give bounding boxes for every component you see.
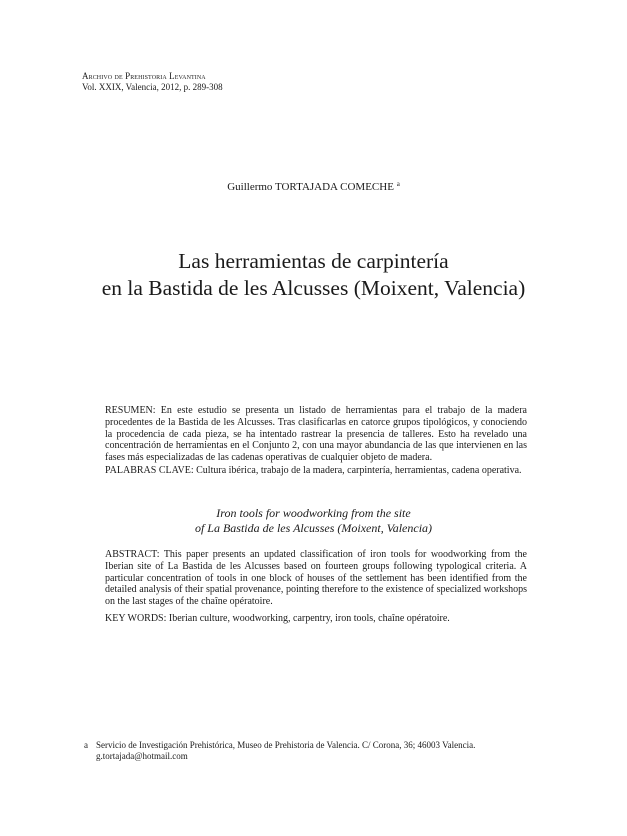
abstract-block bbox=[105, 549, 527, 608]
article-title bbox=[0, 248, 627, 302]
english-title-line-1: Iron tools for woodworking from the site bbox=[216, 506, 411, 520]
author-affiliation-marker: a bbox=[396, 180, 400, 188]
palabras-clave-text: PALABRAS CLAVE: Cultura ibérica, trabajo de la madera, carpintería, herramientas, cadena operativa. bbox=[105, 465, 522, 476]
footnote-email: g.tortajada@hotmail.com bbox=[96, 751, 188, 761]
article-title-line-1: Las herramientas de carpintería bbox=[178, 249, 449, 273]
key-words-block bbox=[105, 613, 527, 625]
key-words-text: KEY WORDS: Iberian culture, woodworking, carpentry, iron tools, chaîne opératoire. bbox=[105, 613, 450, 624]
abstract-text: ABSTRACT: This paper presents an updated classification of iron tools for woodworking from the Iberian site of La Bastida de les Alcusses based on fourteen groups following typological criteria. A particular concentration of tools in one block of houses of the settlement has been identified from the detailed analysis of their spatial provenance, pointing therefore to the existence of specialized workshops on the last stages of the chaîne opératoire. bbox=[105, 549, 527, 608]
author-line bbox=[0, 180, 627, 193]
english-title-line-2: of La Bastida de les Alcusses (Moixent, Valencia) bbox=[194, 521, 433, 535]
footnote bbox=[84, 740, 544, 762]
author-name: Guillermo TORTAJADA COMECHE bbox=[227, 181, 394, 193]
footnote-affiliation: Servicio de Investigación Prehistórica, Museo de Prehistoria de Valencia. C/ Corona, 36; 46003 Valencia. bbox=[96, 740, 476, 750]
article-title-line-2: en la Bastida de les Alcusses (Moixent, Valencia) bbox=[101, 276, 526, 300]
journal-header bbox=[82, 71, 223, 93]
palabras-clave-block bbox=[105, 465, 527, 477]
footnote-marker: a bbox=[84, 740, 88, 750]
english-title bbox=[0, 506, 627, 536]
resumen-block bbox=[105, 405, 527, 464]
resumen-text: RESUMEN: En este estudio se presenta un listado de herramientas para el trabajo de la madera procedentes de la Bastida de les Alcusses. Tras clasificarlas en catorce grupos tipológicos, y conociendo la procedencia de cada pieza, se ha intentado rastrear la presencia de talleres. Esto ha revelado una concentración de herramientas en el Conjunto 2, con una mayor abundancia de las que intervienen en las fases más especializadas de las cadenas operativas de cualquier objeto de madera. bbox=[105, 405, 527, 464]
journal-volume: Vol. XXIX, Valencia, 2012, p. 289-308 bbox=[82, 82, 223, 92]
journal-name: Archivo de Prehistoria Levantina bbox=[82, 71, 206, 81]
